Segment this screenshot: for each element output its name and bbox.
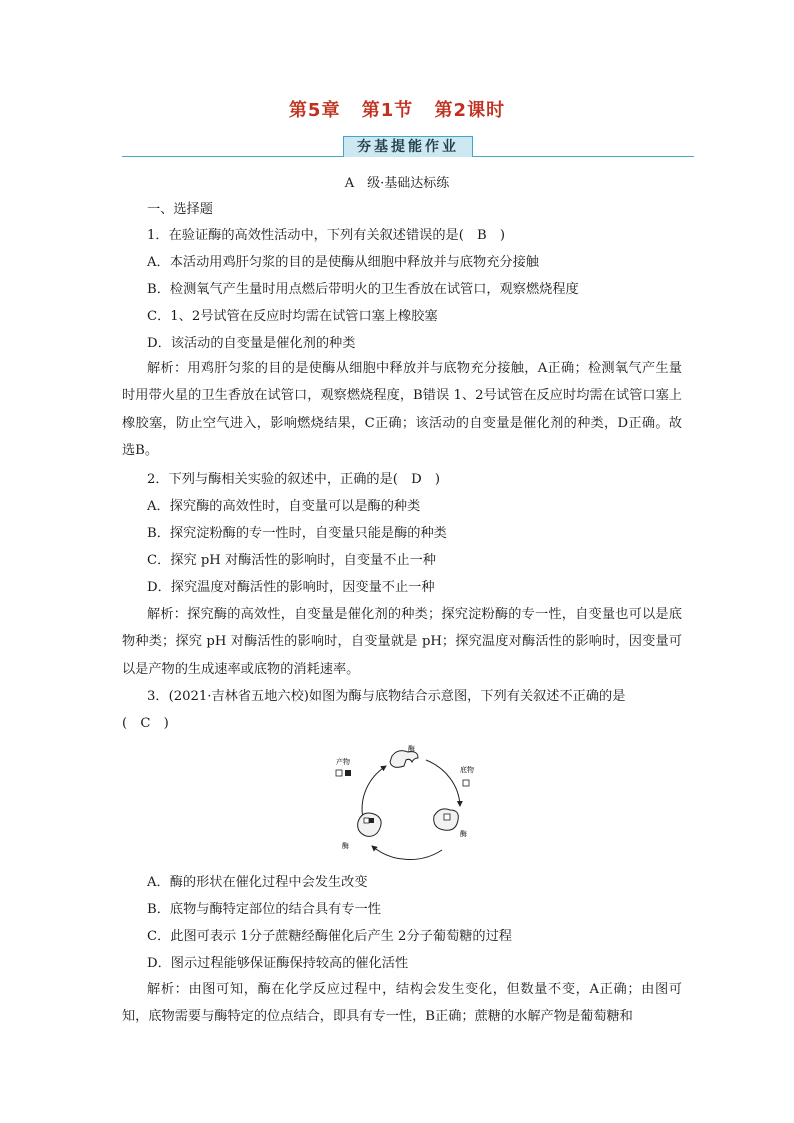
question-3-option-c: C．此图可表示 1分子蔗糖经酶催化后产生 2分子葡萄糖的过程	[147, 929, 512, 944]
question-3-analysis: 解析：由图可知，酶在化学反应过程中，结构会发生变化，但数量不变，A正确；由图可知，底物需要与酶特定的位点结合，即具有专一性，B正确；蔗糖的水解产物是葡萄糖和	[122, 982, 682, 1025]
question-3-option-d: D．图示过程能够保证酶保持较高的催化活性	[147, 956, 409, 971]
question-3-answer: ( C )	[122, 716, 169, 731]
arrow-enzyme-to-complex	[426, 760, 460, 806]
bound-product-light	[364, 818, 369, 823]
title-lesson: 第2课时	[434, 100, 506, 121]
product-label: 产物	[336, 758, 350, 766]
product-square-dark	[345, 770, 351, 776]
question-1-analysis: 解析：用鸡肝匀浆的目的是使酶从细胞中释放并与底物充分接触，A正确；检测氧气产生量时用带火星的卫生香放在试管口，观察燃烧程度，B错误 1、2号试管在反应时均需在试管口塞上橡胶塞，防止空气进入，影响燃烧结果，C正确；该活动的自变量是催化剂的种类，D正确。故选B。	[122, 361, 682, 458]
substrate-square	[463, 780, 469, 786]
question-2-analysis: 解析：探究酶的高效性，自变量是催化剂的种类；探究淀粉酶的专一性，自变量也可以是底物种类；探究 pH 对酶活性的影响时，自变量就是 pH；探究温度对酶活性的影响时，因变量可以是产物的生成速率或底物的消耗速率。	[122, 607, 682, 677]
question-3-stem: 3．(2021·吉林省五地六校)如图为酶与底物结合示意图，下列有关叙述不正确的是	[147, 689, 626, 704]
bound-substrate	[444, 814, 450, 820]
bound-product-dark	[369, 818, 374, 823]
title-section: 第1节	[361, 100, 414, 121]
question-3-option-a: A．酶的形状在催化过程中会发生改变	[147, 875, 368, 890]
question-2-option-c: C．探究 pH 对酶活性的影响时，自变量不止一种	[147, 553, 436, 568]
enzyme-top-shape	[390, 751, 418, 768]
enzyme-right-label: 酶	[460, 830, 467, 838]
title-chapter: 第5章	[288, 100, 341, 121]
product-square-light	[336, 770, 342, 776]
level-heading: A 级·基础达标练	[344, 176, 450, 191]
enzyme-top-label: 酶	[408, 745, 415, 753]
substrate-label: 底物	[460, 766, 474, 774]
arrow-complex-to-product	[372, 846, 442, 860]
question-2-option-d: D．探究温度对酶活性的影响时，因变量不止一种	[147, 580, 435, 595]
homework-banner: 夯基提能作业	[343, 136, 473, 157]
question-1-stem: 1．在验证酶的高效性活动中，下列有关叙述错误的是( B )	[147, 228, 506, 243]
question-2-option-b: B．探究淀粉酶的专一性时，自变量只能是酶的种类	[147, 526, 447, 541]
page-title	[0, 96, 794, 122]
enzyme-substrate-diagram	[330, 742, 490, 862]
section-heading: 一、选择题	[147, 202, 213, 217]
question-3-option-b: B．底物与酶特定部位的结合具有专一性	[147, 902, 381, 917]
question-2-stem: 2．下列与酶相关实验的叙述中，正确的是( D )	[147, 472, 441, 487]
question-1-option-b: B．检测氧气产生量时用点燃后带明火的卫生香放在试管口，观察燃烧程度	[147, 282, 579, 297]
question-1-option-d: D．该活动的自变量是催化剂的种类	[147, 336, 356, 351]
enzyme-left-shape	[358, 813, 381, 836]
enzyme-left-label: 酶	[342, 842, 349, 850]
question-2-option-a: A．探究酶的高效性时，自变量可以是酶的种类	[147, 499, 421, 514]
question-1-option-c: C．1、2号试管在反应时均需在试管口塞上橡胶塞	[147, 309, 438, 324]
question-1-option-a: A．本活动用鸡肝匀浆的目的是使酶从细胞中释放并与底物充分接触	[147, 255, 539, 270]
